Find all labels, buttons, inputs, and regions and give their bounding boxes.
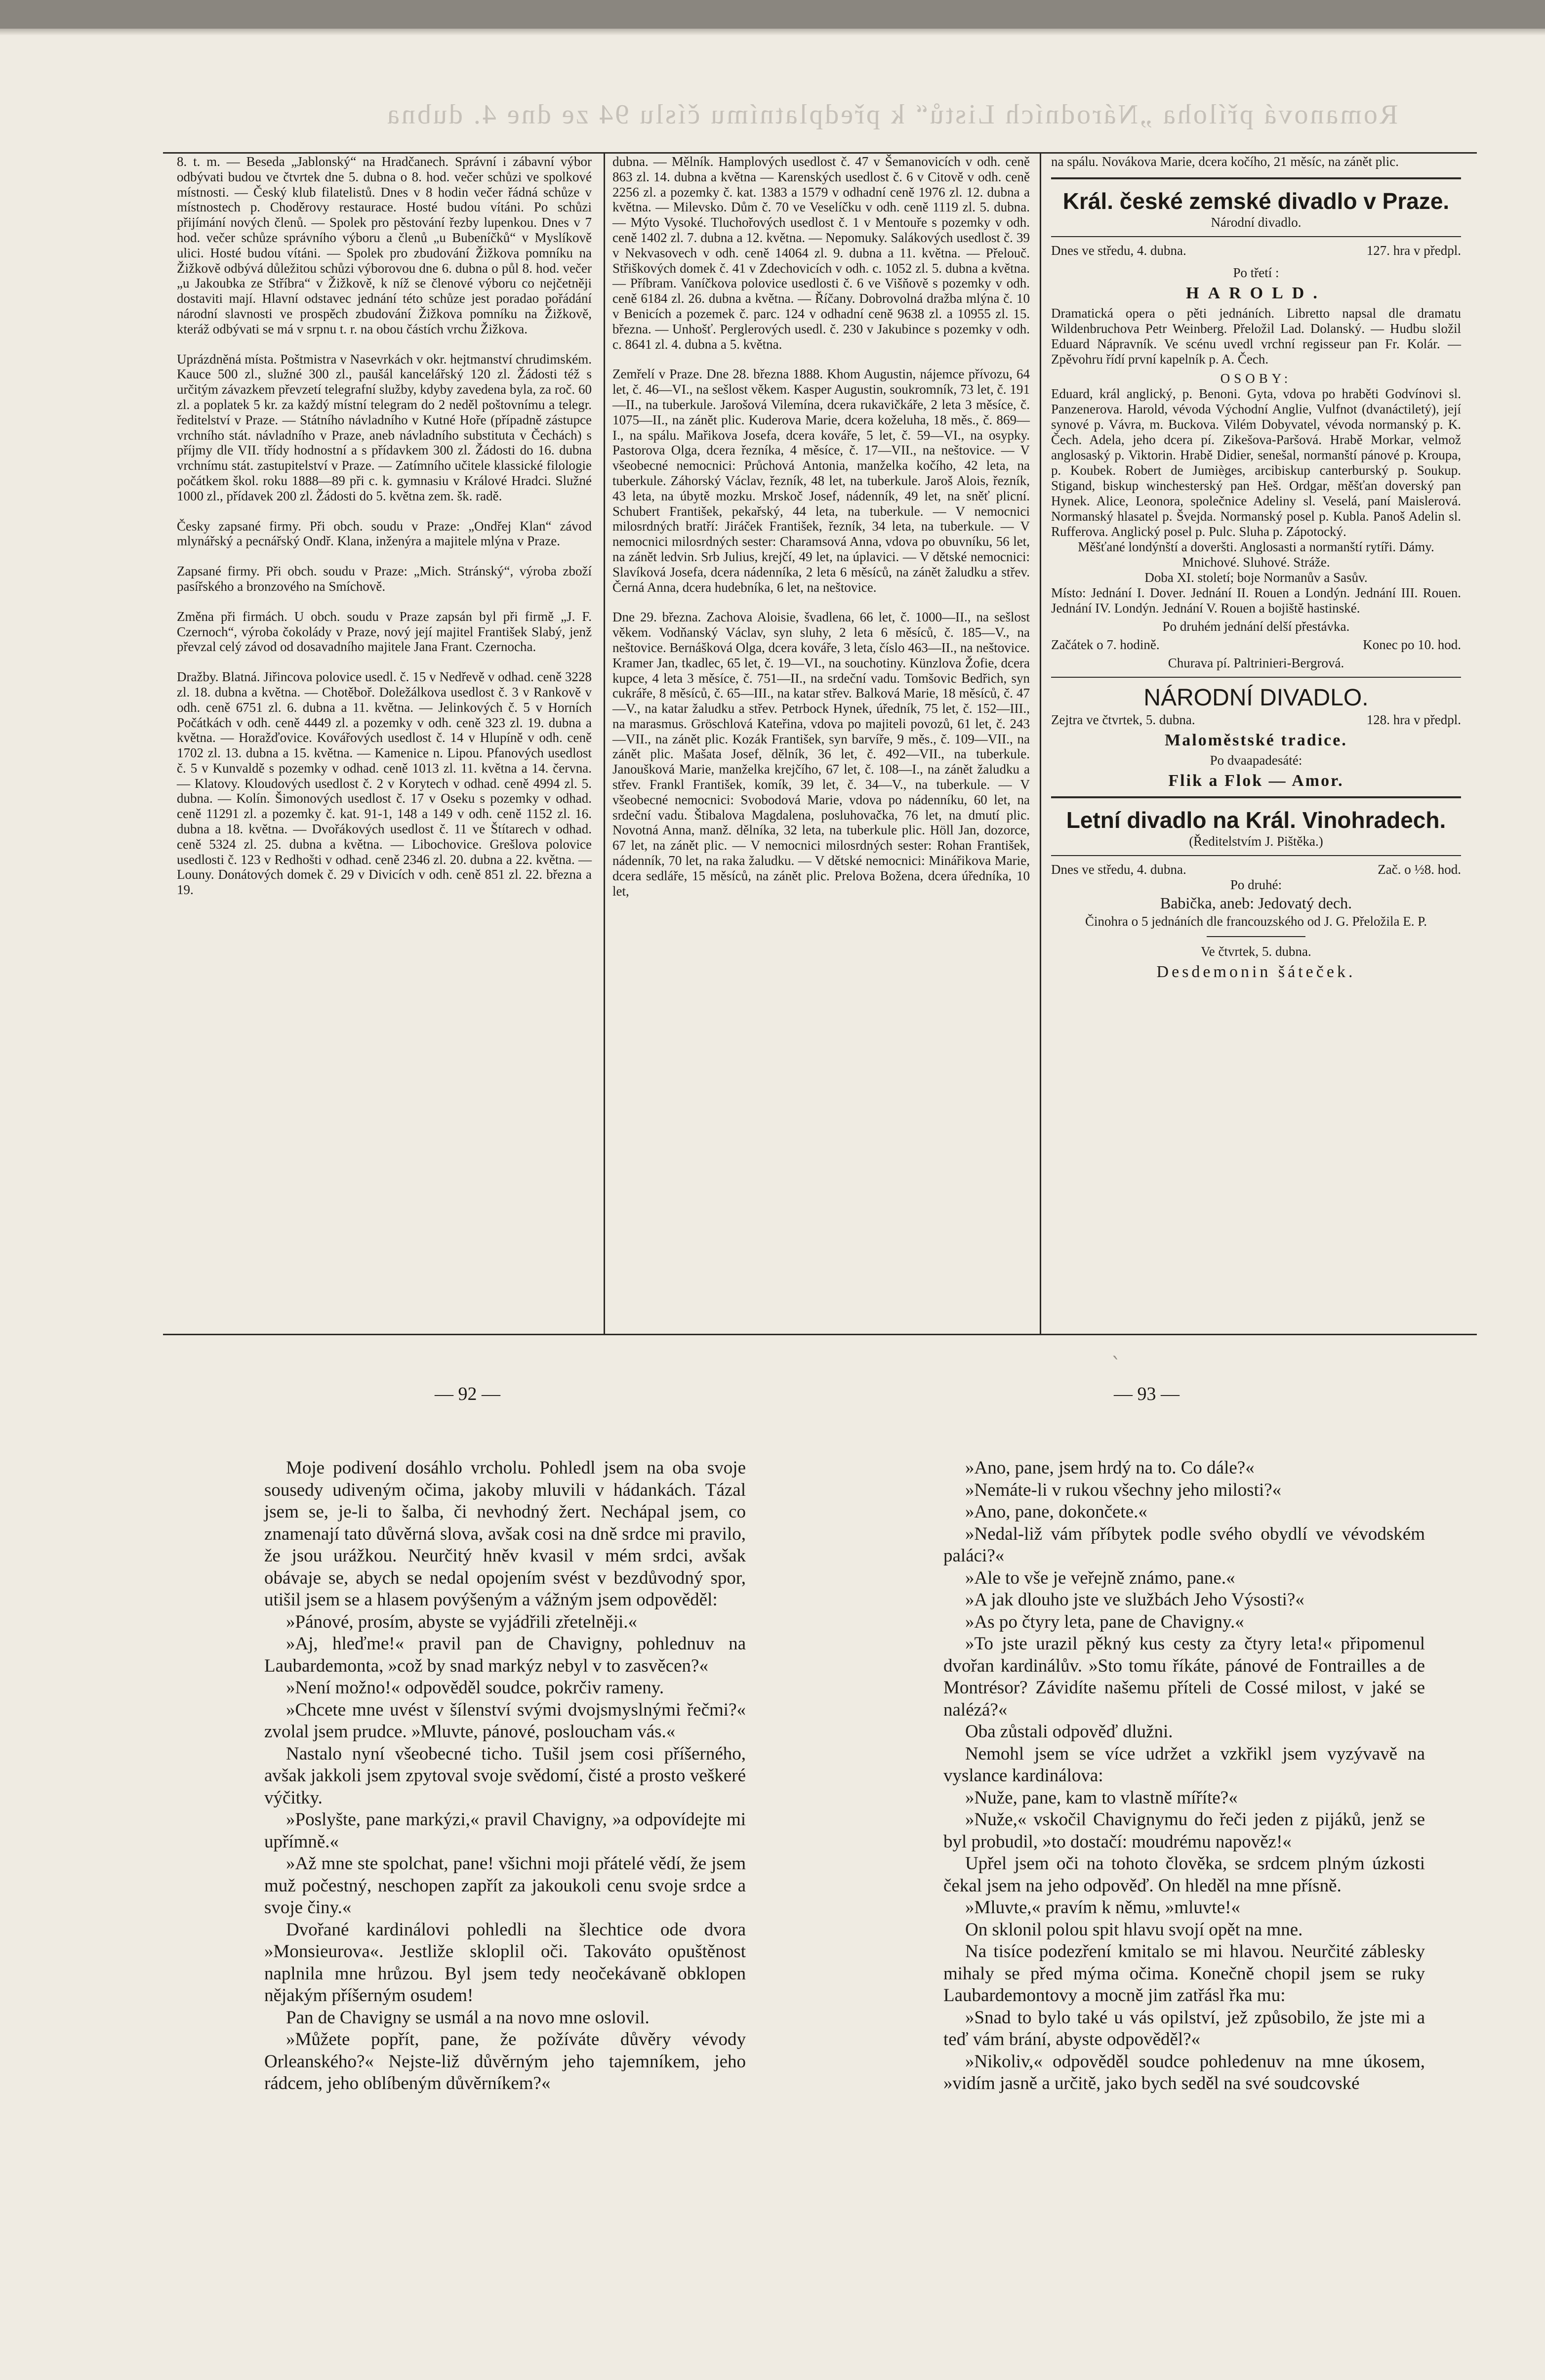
theatre-subtitle: Národní divadlo.: [1211, 215, 1301, 230]
story-paragraph: »To jste urazil pěkný kus cesty za čtyry leta!« připomenul dvořan kardinálův. »Sto tomu říkáte, pánové de Fontrailles a de Montrésor? Závidíte našemu příteli de Cossé milost, v jaké se nalézá?«: [943, 1634, 1425, 1720]
paragraph: Zemřelí v Praze. Dne 28. března 1888. Khom Augustin, nájemce přívozu, 64 let, č. 46—VI., na sešlost věkem. Kasper Augustin, soukromník, 73 let, č. 191—II., na tuberkule. Jarošová Vilemína, dcera rukavičkáře, 2 leta 3 měsíce, č. 1075—II., na zánět plic. Kuderova Marie, dcera koželuha, 18 měs., č. 869—I., na spálu. Mařikova Josefa, dcera kováře, 5 let, č. 59—VI., na osypky. Pastorova Olga, dcera řezníka, 4 měsíce, č. 17—VII., na neštovice. — V všeobecné nemocnici: Průchová Antonia, manželka kočího, 42 leta, na tuberkule. Záhorský Václav, řezník, 48 let, na tuberkule. Jaroš Alois, řezník, 43 leta, na úbytě mozku. Mrskoč Josef, nádenník, 49 let, na sněť plicní. Schubert František, pekařský, 44 leta, na tuberkule. — V nemocnici milosrdných bratří: Jiráček František, řezník, 34 leta, na tuberkule. — V nemocnici milosrdných sester: Charamsová Anna, vdova po obuvníku, 56 let, na zánět ledvin. Srb Julius, krejčí, 49 let, na úplavici. — V dětské nemocnici: Slavíková Josefa, dcera nádenníka, 2 leta 6 měsíců, na zánět žaludku a střev. Černá Anna, dcera hudebníka, 6 let, na neštovice.: [612, 367, 1030, 595]
page-mark: ՝: [1111, 1354, 1119, 1376]
date-row: [1051, 243, 1461, 258]
play-title: Maloměstské tradice.: [1165, 731, 1347, 749]
date-row-3: [1051, 862, 1461, 877]
paragraph: Česky zapsané firmy. Při obch. soudu v Praze: „Ondřej Klan“ závod mlynářský a pecnářský Ondř. Klana, inženýra a majitele mlýna v Praze.: [177, 518, 592, 549]
theatre-title: Král. české zemské divadlo v Praze.: [1062, 188, 1450, 214]
bleed-through-text: Romanová příloha „Národních Listů“ k předplatnímu číslu 94 ze dne 4. dubna: [385, 99, 1398, 130]
paragraph: Změna při firmách. U obch. soudu v Praze zapsán byl při firmě „J. F. Czernoch“, výroba čokolády v Praze, nový její majitel František Slabý, jenž převzal celý závod od dosavadního majitele Jana Frant. Czernocha.: [177, 609, 592, 655]
play-title: Desdemonin šáteček.: [1156, 963, 1356, 981]
next-date: Ve čtvrtek, 5. dubna.: [1201, 944, 1311, 959]
play-title: HAROLD.: [1186, 284, 1326, 302]
page-number-left: — 92 —: [435, 1384, 500, 1404]
story-paragraph: Pan de Chavigny se usmál a na novo mne oslovil.: [286, 2007, 650, 2028]
divider: [1051, 677, 1461, 678]
repetition: Po druhé:: [1230, 877, 1282, 892]
play-description: Činohra o 5 jednáních dle francouzského od J. G. Přeložila E. P.: [1085, 914, 1427, 929]
story-paragraph: Oba zůstali odpověď dlužni.: [965, 1722, 1173, 1742]
story-paragraph: »Mluvte,« pravím k němu, »mluvte!«: [965, 1897, 1240, 1918]
column-rule: [604, 153, 605, 1334]
paragraph: Uprázdněná místa. Poštmistra v Nasevrkách v okr. hejtmanství chrudimském. Kauce 500 zl., služné 300 zl., paušál kancelářský 120 zl. Žádosti též s určitým závazkem převzetí telegrafní služby, kdyby zavedena byla, za roč. 60 zl. a poplatek 5 kr. za každý místní telegram do 2 neděl poštovnímu a telegr. ředitelství v Praze. — Státního návladního v Kutné Hoře (případně zástupce vrchního stát. návladního v Praze, aneb návladního substituta v Čechách) s příjmy dle VII. třídy hodnostní a s přídavkem 300 zl. Žádosti do 16. dubna vrchnímu stát. zastupitelství v Praze. — Zatímního učitele klassické filologie počátkem škol. roku 1888—89 při c. k. gymnasiu v Králové Hradci. Služné 1000 zl., přídavek 200 zl. Žádosti do 5. května zem. šk. radě.: [177, 351, 592, 503]
story-paragraph: »Nemáte-li v rukou všechny jeho milosti?«: [965, 1479, 1282, 1500]
divider: [1051, 796, 1461, 798]
story-paragraph: Dvořané kardinálovi pohledli na šlechtice ode dvora »Monsieurova«. Jestliže skloplil oči. Takováto opuštěnost naplnila mne hrůzou. Byl jsem tedy neočekávaně obklopen nějakým příšerným osudem!: [264, 1919, 746, 2006]
divider: [1051, 855, 1461, 856]
page-number-right: — 93 —: [1114, 1384, 1179, 1404]
divider: [1207, 936, 1305, 937]
play-description: Dramatická opera o pěti jednáních. Libretto napsal dle dramatu Wildenbruchova Petr Weinberg. Přeložil Lad. Dolanský. — Hudbu složil Eduard Nápravník. Ve scénu uvedl vrchní regisseur pan Fr. Kolár. — Zpěvohru řídí první kapelník p. A. Čech.: [1051, 306, 1461, 367]
setting-place: Místo: Jednání I. Dover. Jednání II. Rouen a Londýn. Jednání III. Rouen. Jednání IV. Londýn. Jednání V. Rouen a bojiště hastinské.: [1051, 585, 1461, 616]
story-paragraph: »A jak dlouho jste ve službách Jeho Výsosti?«: [965, 1590, 1304, 1610]
story-paragraph: »Není možno!« odpověděl soudce, pokrčiv rameny.: [286, 1678, 664, 1698]
story-paragraph: »Snad to bylo také u vás opilství, jež způsobilo, že jste mi a teď vám brání, abyste odpověděl?«: [943, 2007, 1425, 2050]
story-left-page: [264, 1457, 746, 2095]
story-paragraph: Na tisíce podezření kmitalo se mi hlavou. Neurčité záblesky mihaly se před mýma očima. Konečně chopil jsem se ruky Laubardemontovy a mocně jim zatřásl řka mu:: [943, 1941, 1425, 2006]
top-band: [0, 0, 1545, 29]
paragraph: 8. t. m. — Beseda „Jablonský“ na Hradčanech. Správní i zábavní výbor odbývati budou ve čtvrtek dne 5. dubna o 8. hod. večer schůzi ve spolkové místnosti. — Český klub filatelistů. Dnes v 8 hodin večer řádná schůze v místnostech p. Choděrovy restaurace. Hosté budou vítáni. Po schůzi přijímání nových členů. — Spolek pro pěstování řezby lupenkou. Dnes v 7 hod. večer schůze správního výboru a členů „u Bubeníčků“ v Myslíkově ulici. Hosté budou vítáni. — Spolek pro zbudování Žižkova pomníku na Žižkově odbývá důležitou schůzi výborovou dne 6. dubna o půl 8. hod. večer „u Jakoubka ze Stříbra“ v Žižkově, k níž se členové výboru co nejčetněji dostaviti mají. Hlavní odstavec jednání této schůze jest poradao pořádání národní slavnosti ve prospěch zbudování Žižkova pomníku na Žižkově, kteráž odbývati se má v srpnu t. r. na obou částích vrchu Žižkova.: [177, 154, 592, 336]
note: Churava pí. Paltrinieri-Bergrová.: [1168, 656, 1344, 670]
story-paragraph: Upřel jsem oči na tohoto člověka, se srdcem plným úzkosti čekal jsem na jeho odpověď. On hleděl na mne přísně.: [943, 1853, 1425, 1896]
story-paragraph: »Ano, pane, jsem hrdý na to. Co dále?«: [965, 1458, 1255, 1478]
story-paragraph: »Nuže, pane, kam to vlastně míříte?«: [965, 1787, 1238, 1808]
management: (Ředitelstvím J. Pištěka.): [1189, 834, 1323, 849]
story-paragraph: »Ano, pane, dokončete.«: [965, 1502, 1147, 1522]
start-time: Zač. o ½8. hod.: [1378, 862, 1461, 877]
paragraph: dubna. — Mělník. Hamplových usedlost č. 47 v Šemanovicích v odh. ceně 863 zl. 14. dubna a května — Karenských usedlost č. 6 v Citově v odh. ceně 2256 zl. a pozemky č. kat. 1383 a 1579 v odhadní ceně 1976 zl. 12. dubna a května. — Milevsko. Dům č. 70 ve Veselíčku v odh. ceně 1119 zl. 5. dubna. — Mýto Vysoké. Tluchořových usedlost č. 1 v Mentouře s pozemky v odh. ceně 1402 zl. 7. dubna a 12. května. — Nepomuky. Salákových usedlost č. 39 v Nekvasovech v odh. ceně 14064 zl. 9. dubna a 11. května. — Přelouč. Střiškových domek č. 41 v Zdechovicích v odh. c. 1052 zl. 5. dubna a května. — Příbram. Vaníčkova polovice usedlosti č. 6 ve Višňově s pozemky v odh. ceně 6184 zl. 26. dubna a května. — Říčany. Dobrovolná dražba mlýna č. 10 v Benicích a pozemek č. parc. 124 v odhadní ceně 9638 zl. a 10955 zl. 15. března. — Unhošť. Perglerových usedl. č. 230 v Jakubince s pozemky v odh. c. 8641 zl. 4. dubna a 5. května.: [612, 154, 1030, 352]
repetition: Po dvaapadesáté:: [1210, 753, 1302, 768]
performance-no: 128. hra v předpl.: [1366, 712, 1461, 727]
date: Dnes ve středu, 4. dubna.: [1051, 862, 1186, 877]
top-line: na spálu. Novákova Marie, dcera kočího, 21 měsíc, na zánět plic.: [1051, 154, 1399, 169]
story-paragraph: »Ale to vše je veřejně známo, pane.«: [965, 1567, 1235, 1588]
story-paragraph: »Až mne ste spolchat, pane! všichni moji přátelé vědí, že jsem muž počestný, neschopen zapřít za jakoukoli cenu svoje srdce a svoje činy.«: [264, 1853, 746, 1918]
crowd: Měšťané londýnští a doveršti. Anglosasti a normanští rytíři. Dámy. Mnichové. Sluhové. Stráže.: [1078, 539, 1434, 570]
repetition: Po třetí :: [1233, 265, 1279, 280]
divider: [1051, 177, 1461, 179]
theatre-title-2: NÁRODNÍ DIVADLO.: [1143, 685, 1369, 711]
divider: [1051, 236, 1461, 237]
column-rule: [1040, 153, 1041, 1334]
bottom-rule: [163, 1334, 1477, 1335]
story-paragraph: On sklonil polou spit hlavu svojí opět na mne.: [965, 1919, 1303, 1940]
story-paragraph: »Poslyšte, pane markýzi,« pravil Chavigny, »a odpovídejte mi upřímně.«: [264, 1809, 746, 1852]
cast-list: Eduard, král anglický, p. Benoni. Gyta, vdova po hraběti Godvínovi sl. Panzenerova. Harold, vévoda Východní Anglie, Vulfnot (dvanáctiletý), její synové p. Vávra, m. Buckova. Vilém Dobyvatel, vévoda normanský p. K. Čech. Adela, jeho dcera pí. Zikešova-Paršová. Hrabě Morkar, velmož anglosaský p. Viktorin. Hrabě Didier, senešal, normanští pánové p. Kroupa, p. Koubek. Robert de Jumièges, arcibiskup canterburský p. Soukup. Stigand, biskup winchesterský pan Heš. Ordgar, měšťan doverský pan Hynek. Alice, Leonora, společnice Adeliny sl. Veselá, paní Maislerová. Normanský hlasatel p. Švejda. Normanský posel p. Kubla. Panoš Adelin sl. Rufferova. Anglický posel p. Pulc. Sluha p. Zápotocký.: [1051, 386, 1461, 539]
story-paragraph: »Chcete mne uvést v šílenství svými dvojsmyslnými řečmi?« zvolal jsem prudce. »Mluvte, pánové, posloucham vás.«: [264, 1699, 746, 1742]
performance-no: 127. hra v předpl.: [1366, 243, 1461, 258]
setting-time: Doba XI. století; boje Normanův a Sasův.: [1144, 570, 1368, 585]
paragraph: Dražby. Blatná. Jiřincova polovice usedl. č. 15 v Nedřevě v odhad. ceně 3228 zl. 18. dubna a května. — Chotěboř. Doležálkova usedlost č. 3 v Rankově v odh. ceně 6751 zl. 6. dubna a 11. května. — Jelinkových č. 5 v Horních Počátkách v odh. ceně 4449 zl. a pozemky v odh. ceně 323 zl. 19. dubna a května. — Horažďovice. Kovářových usedlost č. 14 v Hlupíně v odh. ceně 1702 zl. 13. dubna a 15. května. — Kamenice n. Lipou. Pfanových usedlost č. 5 v Kunvaldě s pozemky v odhad. ceně 1013 zl. 11. května a 14. června. — Klatovy. Kloudových usedlost č. 2 v Korytech v odhad. ceně 4994 zl. 5. dubna. — Kolín. Šimonových usedlost č. 17 v Oseku s pozemky v odhad. ceně 11291 zl. a pozemky č. kat. 91-1, 148 a 149 v odh. ceně 1152 zl. 16. dubna a 18. května. — Dvořákových usedlost č. 11 ve Štítarech v odhad. ceně 5324 zl. 25. dubna a května. — Libochovice. Grešlova polovice usedlosti č. 123 v Redhošti v odhad. ceně 2346 zl. 20. dubna a 22. května. — Louny. Donátových domek č. 29 v Divicích v odh. ceně 851 zl. 22. března a 19.: [177, 669, 592, 898]
play-title: Babička, aneb: Jedovatý dech.: [1160, 894, 1352, 912]
paragraph: Zapsané firmy. Při obch. soudu v Praze: „Mich. Stránský“, výroba zboží pasířského a bronzového na Smíchově.: [177, 564, 592, 594]
paragraph: Dne 29. března. Zachova Aloisie, švadlena, 66 let, č. 1000—II., na sešlost věkem. Vodňanský Václav, syn sluhy, 2 leta 6 měsíců, č. 185—V., na neštovice. Bernášková Olga, dcera kováře, 3 leta, číslo 463—II., na neštovice. Kramer Jan, tkadlec, 65 let, č. 19—VI., na souchotiny. Künzlova Žofie, dcera kupce, 4 leta 3 měsíce, č. 751—II., na srdeční vadu. Tomšovic Bedřich, syn cukráře, 8 měsíců, č. 65—III., na katar střev. Balková Marie, 18 měsíců, č. 47—V., na katar žaludku a střev. Petrbock Hynek, úředník, 75 let, č. 152—III., na marasmus. Gröschlová Kateřina, vdova po majiteli povozů, 61 let, č. 243—VII., na zánět plic. Kozák František, syn barvíře, 9 měs., č. 109—VII., na zánět plic. Mašata Josef, dělník, 36 let, č. 492—VII., na tuberkule. Janoušková Marie, manželka krejčího, 67 let, č. 108—I., na zánět žaludku a střev. Frankl František, komík, 39 let, č. 34—V., na tuberkule. — V všeobecné nemocnici: Svobodová Marie, vdova po nádenníku, 60 let, na srdeční vadu. Štibalova Magdalena, posluhovačka, 76 let, na dmutí plic. Novotná Anna, manž. dělníka, 32 leta, na tuberkule plic. Höll Jan, dozorce, 67 let, na zánět plic. — V nemocnici milosrdných sester: Rohan František, nádenník, 70 let, na raka žaludku. — V dětské nemocnici: Minářikova Marie, dcera sedláře, 15 měsíců, na zánět plic. Prelova Božena, dcera úředníka, 10 let,: [612, 610, 1030, 899]
intermission: Po druhém jednání delší přestávka.: [1162, 619, 1350, 634]
story-paragraph: »As po čtyry leta, pane de Chavigny.«: [965, 1611, 1244, 1632]
end-time: Konec po 10. hod.: [1363, 637, 1461, 652]
story-paragraph: Nastalo nyní všeobecné ticho. Tušil jsem cosi příšerného, avšak jakkoli jsem zpytoval svoje svědomí, čisté a prosto veškeré výčitky.: [264, 1743, 746, 1808]
story-paragraph: Nemohl jsem se více udržet a vzkřikl jsem vyzývavě na vyslance kardinálova:: [943, 1743, 1425, 1786]
story-paragraph: Moje podivení dosáhlo vrcholu. Pohledl jsem na oba svoje sousedy udiveným očima, jakoby mluvili v hádankách. Tázal jsem se, je-li to šalba, či nevhodný žert. Nechápal jsem, co znamenají tato důvěrná slova, avšak cosi na dně srdce mi pravilo, že jsou urážkou. Neurčitý hněv kvasil v mém srdci, avšak obávaje se, abych se nedal opojením svést v bezdůvodný spor, utišil jsem se a hlasem povýšeným a vážným jsem odpověděl:: [264, 1458, 746, 1610]
top-rule: [163, 152, 1477, 154]
story-paragraph: »Aj, hleďme!« pravil pan de Chavigny, pohlednuv na Laubardemonta, »což by snad markýz nebyl v to zasvěcen?«: [264, 1634, 746, 1676]
date: Dnes ve středu, 4. dubna.: [1051, 243, 1186, 258]
news-column-2: [612, 154, 1030, 899]
start-time: Začátek o 7. hodině.: [1051, 637, 1160, 652]
play-title: Flik a Flok — Amor.: [1168, 772, 1344, 790]
story-paragraph: »Nikoliv,« odpověděl soudce pohledenuv na mne úkosem, »vidím jasně a určitě, jako bych seděl na své soudcovské: [943, 2051, 1425, 2093]
cast-heading: OSOBY:: [1220, 371, 1292, 386]
story-paragraph: »Můžete popřít, pane, že požíváte důvěry vévody Orleanského?« Nejste-liž důvěrným jeho tajemníkem, jeho rádcem, jeho oblíbeným důvěrníkem?«: [264, 2029, 746, 2093]
date-row-2: [1051, 712, 1461, 728]
news-column-1: [177, 154, 592, 898]
story-paragraph: »Pánové, prosím, abyste se vyjádřili zřetelněji.«: [286, 1611, 638, 1632]
date: Zejtra ve čtvrtek, 5. dubna.: [1051, 712, 1195, 727]
theatre-column: [1051, 154, 1461, 980]
theatre-title-3: Letní divadlo na Král. Vinohradech.: [1066, 807, 1446, 833]
story-paragraph: »Nuže,« vskočil Chavignymu do řeči jeden z pijáků, jenž se byl probudil, »to dostačí: moudrému napověz!«: [943, 1809, 1425, 1852]
times-row: [1051, 637, 1461, 653]
story-right-page: [943, 1457, 1425, 2095]
story-paragraph: »Nedal-liž vám příbytek podle svého obydlí ve vévodském paláci?«: [943, 1523, 1425, 1566]
